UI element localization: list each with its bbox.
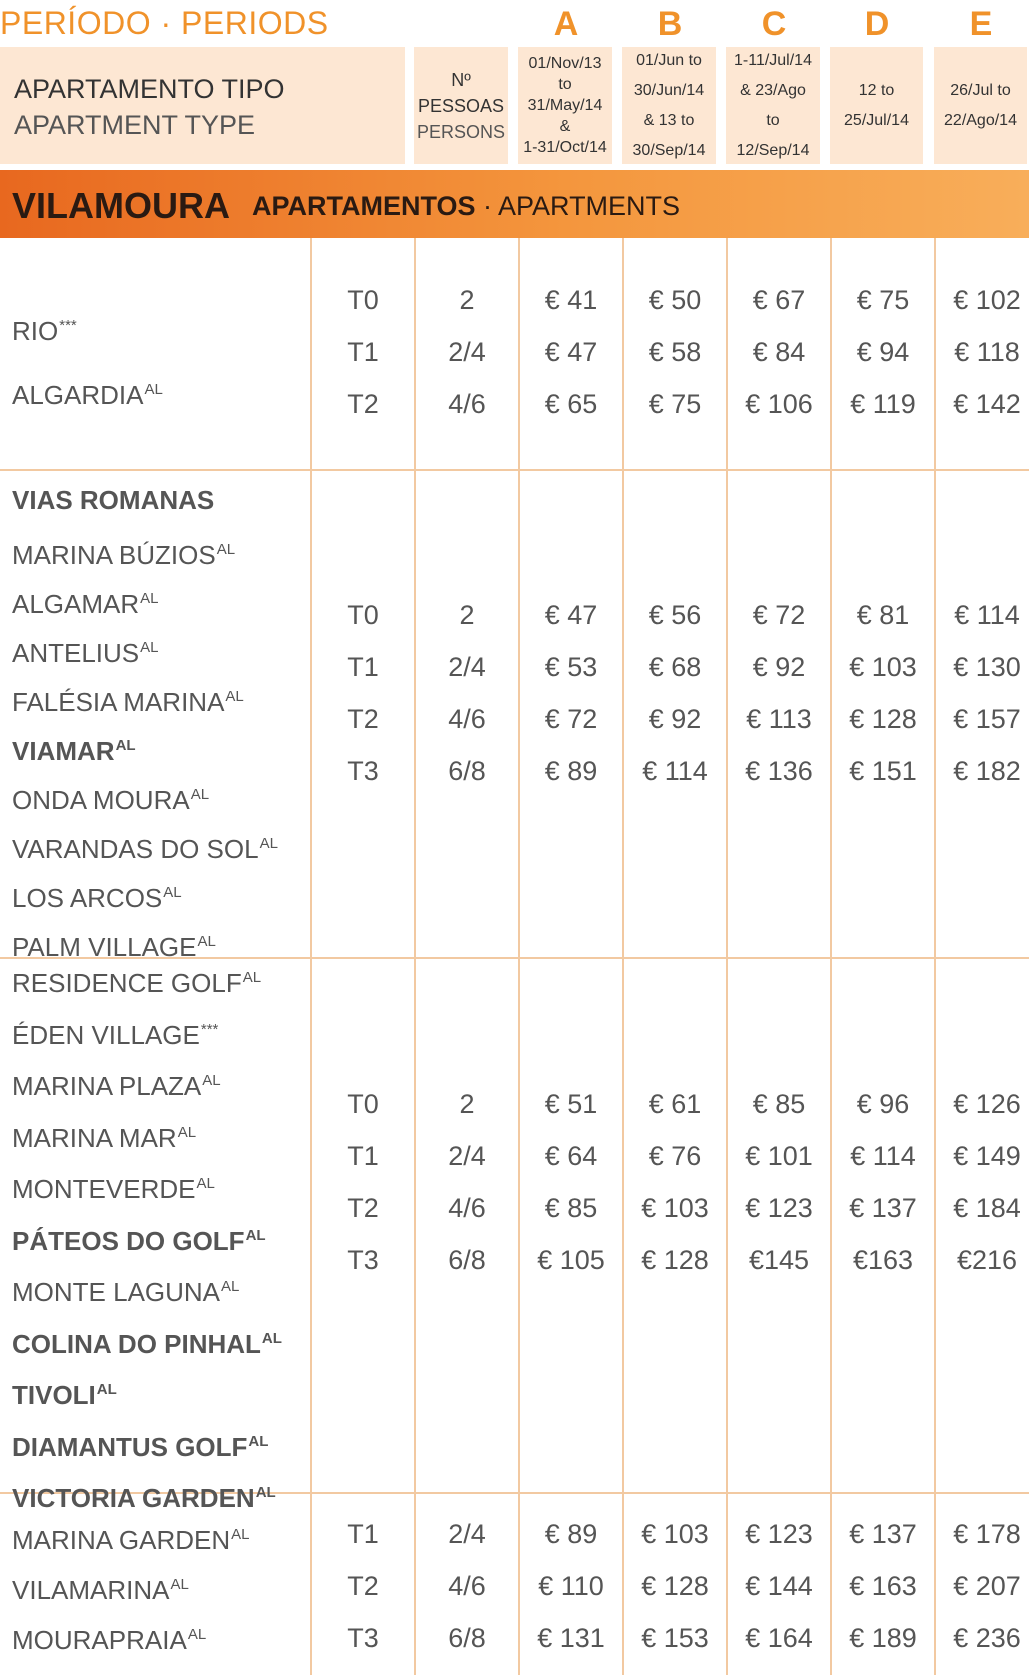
classification-mark: AL (140, 639, 159, 656)
apartment-name-text: MARINA MAR (12, 1122, 177, 1153)
classification-mark: AL (242, 969, 262, 986)
price-cell-period-e: € 207 (953, 1571, 1021, 1601)
region-label-sep: · (475, 191, 499, 221)
persons-cell: 6/8 (448, 756, 486, 786)
period-letter-d: D (864, 5, 890, 43)
price-row (0, 378, 1029, 430)
apartment-name-text: MONTEVERDE (12, 1174, 196, 1204)
apartment-name-text: VARANDAS DO SOL (12, 834, 259, 864)
price-cell-period-e: € 236 (953, 1623, 1021, 1653)
persons-cell: 2 (459, 600, 475, 630)
price-cell-period-e: € 130 (953, 652, 1021, 682)
price-row (0, 326, 1029, 378)
price-cell-period-b: € 114 (642, 756, 708, 786)
period-a-dates (518, 47, 612, 164)
period-e-date-line: 26/Jul to (950, 81, 1011, 99)
price-cell-period-c: €145 (748, 1245, 810, 1275)
period-c-date-line: & 23/Ago (740, 81, 806, 99)
price-cell-period-a: € 64 (544, 1141, 598, 1171)
persons-cell: 4/6 (448, 389, 486, 419)
apartment-name-text: ALGAMAR (12, 589, 140, 619)
price-cell-period-e: € 149 (953, 1141, 1021, 1171)
period-c-date-line: to (766, 111, 780, 129)
period-c-date-line: 12/Sep/14 (736, 141, 810, 159)
classification-mark: *** (200, 1020, 219, 1038)
price-cell-period-d: € 189 (849, 1623, 917, 1653)
price-cell-period-b: € 56 (648, 600, 702, 630)
period-a-date-line: 31/May/14 (527, 97, 603, 114)
persons-cell: 2/4 (448, 1141, 486, 1171)
price-cell-period-b: € 61 (648, 1089, 702, 1119)
persons-pt: PESSOAS (417, 95, 505, 116)
price-cell-period-a: € 41 (544, 285, 598, 315)
apartment-name-text: PALM VILLAGE (12, 932, 197, 962)
apartment-type-cell: T1 (347, 1141, 379, 1171)
price-grid-group-3 (0, 1078, 1029, 1286)
price-cell-period-c: € 136 (745, 756, 813, 786)
apartment-name-text: DIAMANTUS GOLF (12, 1431, 248, 1462)
price-grid-group-2 (0, 589, 1029, 797)
classification-mark: AL (255, 1484, 276, 1501)
period-c-date-line: 1-11/Jul/14 (734, 51, 812, 69)
apartment-name (12, 1004, 282, 1056)
persons-cell: 2/4 (448, 337, 486, 367)
classification-mark: AL (197, 933, 216, 950)
apartment-type-cell: T2 (347, 1193, 379, 1223)
classification-mark: AL (140, 590, 159, 607)
price-cell-period-e: € 178 (953, 1519, 1021, 1549)
price-row (0, 641, 1029, 693)
apartment-name-text: ÉDEN VILLAGE (12, 1019, 200, 1050)
classification-mark: AL (221, 1278, 240, 1295)
classification-mark: AL (144, 381, 163, 398)
apartment-name-text: ALGARDIA (12, 380, 144, 410)
price-cell-period-b: € 75 (648, 389, 702, 419)
price-grid-group-4 (0, 1508, 1029, 1664)
apartment-name-text: RIO (12, 316, 59, 346)
price-cell-period-e: € 126 (953, 1089, 1021, 1119)
region-subtitle (252, 170, 680, 242)
period-b-date-line: 30/Sep/14 (632, 141, 706, 159)
price-cell-period-a: € 105 (537, 1245, 605, 1275)
apartment-type-cell: T2 (347, 704, 379, 734)
price-cell-period-b: € 103 (641, 1193, 709, 1223)
classification-mark: AL (170, 1576, 189, 1593)
classification-mark: AL (245, 1226, 266, 1244)
price-cell-period-c: € 67 (752, 285, 806, 315)
price-cell-period-a: € 110 (538, 1571, 604, 1601)
price-row (0, 1612, 1029, 1664)
price-cell-period-b: € 128 (641, 1245, 709, 1275)
price-cell-period-b: € 50 (648, 285, 702, 315)
price-cell-period-a: € 89 (544, 1519, 598, 1549)
persons-cell: 2/4 (448, 652, 486, 682)
period-d-date-line: 25/Jul/14 (844, 111, 909, 129)
persons-cell: 4/6 (448, 1193, 486, 1223)
price-cell-period-a: € 89 (544, 756, 598, 786)
price-cell-period-d: € 137 (849, 1519, 917, 1549)
period-b-date-line: 30/Jun/14 (633, 81, 705, 99)
price-cell-period-d: € 137 (849, 1193, 917, 1223)
classification-mark: AL (261, 1329, 282, 1347)
classification-mark: AL (96, 1381, 117, 1398)
classification-mark: AL (190, 786, 210, 803)
period-letter-b: B (657, 5, 683, 43)
price-cell-period-a: € 65 (544, 389, 598, 419)
apartment-type-cell: T0 (347, 285, 379, 315)
price-cell-period-e: € 184 (953, 1193, 1021, 1223)
classification-mark: AL (225, 688, 244, 705)
classification-mark: AL (187, 1626, 207, 1643)
price-cell-period-e: € 142 (953, 389, 1021, 419)
apartment-type-cell: T0 (347, 600, 379, 630)
apartment-name-text: LOS ARCOS (12, 883, 163, 913)
persons-cell: 2 (459, 285, 475, 315)
price-cell-period-e: € 182 (953, 756, 1021, 786)
price-cell-period-c: € 84 (752, 337, 806, 367)
persons-cell: 6/8 (448, 1623, 486, 1653)
period-d-date-line: 12 to (858, 81, 895, 99)
price-cell-period-c: € 144 (745, 1571, 813, 1601)
price-row (0, 589, 1029, 641)
region-label-pt: APARTAMENTOS (252, 191, 476, 221)
classification-mark: AL (196, 1175, 215, 1192)
price-cell-period-c: € 106 (745, 389, 813, 419)
price-row (0, 1078, 1029, 1130)
persons-cell: 6/8 (448, 1245, 486, 1275)
period-b-dates (622, 47, 716, 164)
price-cell-period-c: € 123 (745, 1519, 813, 1549)
apartment-name-text: VIAS ROMANAS (12, 485, 215, 515)
price-cell-period-b: € 153 (641, 1623, 709, 1653)
apartment-name-text: PÁTEOS DO GOLF (12, 1225, 245, 1256)
price-cell-period-b: € 92 (648, 704, 702, 734)
period-b-date-line: 01/Jun to (636, 51, 702, 69)
apartment-name-text: VIAMAR (12, 736, 115, 766)
apartment-name-text: VICTORIA GARDEN (12, 1483, 255, 1513)
classification-mark: AL (177, 1123, 197, 1141)
period-a-date-line: & (559, 118, 571, 135)
price-cell-period-a: € 72 (544, 704, 598, 734)
persons-cell: 2/4 (448, 1519, 486, 1549)
price-cell-period-d: € 119 (850, 389, 916, 419)
price-row (0, 1130, 1029, 1182)
apartment-type-cell: T2 (347, 1571, 379, 1601)
apartment-name (12, 476, 278, 525)
apartment-type-cell: T1 (347, 337, 379, 367)
apartment-name-text: MARINA PLAZA (12, 1071, 202, 1101)
classification-mark: AL (202, 1072, 221, 1089)
region-band (0, 170, 1029, 238)
price-cell-period-a: € 47 (544, 337, 598, 367)
period-a-date-line: to (558, 76, 572, 93)
price-cell-period-a: € 131 (537, 1623, 605, 1653)
price-cell-period-d: € 151 (849, 756, 917, 786)
persons-en: PERSONS (416, 121, 506, 142)
price-cell-period-d: € 94 (856, 337, 910, 367)
price-cell-period-e: € 102 (953, 285, 1021, 315)
apartment-name-text: MARINA BÚZIOS (12, 540, 216, 570)
price-cell-period-e: €216 (956, 1245, 1018, 1275)
apartment-name-text: MONTE LAGUNA (12, 1277, 221, 1307)
apartment-name (12, 1416, 282, 1468)
apartment-type-cell: T2 (347, 389, 379, 419)
price-cell-period-d: € 75 (856, 285, 910, 315)
apartment-type-pt: APARTAMENTO TIPO (14, 74, 285, 104)
price-row (0, 745, 1029, 797)
region-name: VILAMOURA (12, 185, 230, 226)
apartment-name (12, 525, 278, 574)
apartment-name-text: MOURAPRAIA (12, 1625, 187, 1655)
apartment-name (12, 1364, 282, 1416)
price-row (0, 1234, 1029, 1286)
period-a-date-line: 01/Nov/13 (528, 55, 602, 72)
periods-title: PERÍODO · PERIODS (0, 5, 329, 41)
price-row (0, 693, 1029, 745)
apartment-name-text: FALÉSIA MARINA (12, 687, 225, 717)
price-cell-period-c: € 92 (752, 652, 806, 682)
apartment-type-cell: T3 (347, 1623, 379, 1653)
price-cell-period-b: € 128 (641, 1571, 709, 1601)
persons-header (414, 47, 508, 164)
classification-mark: AL (115, 737, 136, 754)
price-cell-period-c: € 164 (745, 1623, 813, 1653)
price-cell-period-c: € 123 (745, 1193, 813, 1223)
period-b-date-line: & 13 to (643, 111, 695, 129)
price-cell-period-a: € 53 (544, 652, 598, 682)
period-d-dates (830, 47, 923, 164)
classification-mark: *** (59, 317, 77, 334)
persons-cell: 4/6 (448, 704, 486, 734)
price-cell-period-d: €163 (852, 1245, 914, 1275)
apartment-name (12, 1313, 282, 1365)
apartment-name (12, 952, 282, 1004)
price-cell-period-d: € 163 (849, 1571, 917, 1601)
price-cell-period-d: € 128 (849, 704, 917, 734)
apartment-name-text: ONDA MOURA (12, 785, 190, 815)
apartment-type-cell: T3 (347, 1245, 379, 1275)
group-divider (0, 469, 1029, 471)
apartment-type-cell: T0 (347, 1089, 379, 1119)
apartment-name-text: RESIDENCE GOLF (12, 968, 242, 998)
price-cell-period-d: € 81 (856, 600, 910, 630)
apartment-type-en: APARTMENT TYPE (14, 110, 256, 140)
apartment-name (12, 819, 278, 868)
price-row (0, 1182, 1029, 1234)
price-grid-group-1 (0, 274, 1029, 430)
price-cell-period-b: € 58 (648, 337, 702, 367)
price-row (0, 274, 1029, 326)
persons-no: Nº (451, 69, 471, 90)
period-letter-a: A (553, 5, 579, 43)
price-cell-period-d: € 103 (849, 652, 917, 682)
price-cell-period-c: € 72 (752, 600, 806, 630)
period-letter-c: C (761, 5, 787, 43)
persons-cell: 4/6 (448, 1571, 486, 1601)
period-letter-e: E (969, 5, 993, 43)
price-cell-period-e: € 114 (954, 600, 1020, 630)
classification-mark: AL (259, 835, 278, 852)
price-row (0, 1508, 1029, 1560)
price-cell-period-a: € 51 (544, 1089, 598, 1119)
price-cell-period-b: € 76 (648, 1141, 702, 1171)
apartment-type-cell: T1 (347, 652, 379, 682)
price-cell-period-c: € 101 (745, 1141, 813, 1171)
price-cell-period-b: € 68 (648, 652, 702, 682)
apartment-type-cell: T3 (347, 756, 379, 786)
apartment-name-text: VILAMARINA (12, 1575, 170, 1605)
apartment-name-text: TIVOLI (12, 1380, 96, 1410)
period-e-date-line: 22/Ago/14 (944, 111, 1017, 129)
price-cell-period-e: € 157 (953, 704, 1021, 734)
price-cell-period-c: € 85 (752, 1089, 806, 1119)
period-a-date-line: 1-31/Oct/14 (523, 139, 607, 156)
price-row (0, 1560, 1029, 1612)
apartment-name (12, 868, 278, 917)
apartment-name-text: COLINA DO PINHAL (12, 1328, 261, 1359)
price-cell-period-a: € 85 (544, 1193, 598, 1223)
classification-mark: AL (163, 884, 182, 901)
apartment-name-text: MARINA GARDEN (12, 1525, 231, 1555)
classification-mark: AL (248, 1432, 269, 1450)
price-cell-period-d: € 114 (850, 1141, 916, 1171)
persons-cell: 2 (459, 1089, 475, 1119)
price-cell-period-d: € 96 (856, 1089, 910, 1119)
period-c-dates (726, 47, 820, 164)
classification-mark: AL (231, 1526, 250, 1543)
price-cell-period-b: € 103 (641, 1519, 709, 1549)
classification-mark: AL (216, 541, 236, 558)
apartment-type-header (0, 47, 405, 164)
apartment-name-text: ANTELIUS (12, 638, 140, 668)
region-label-en: APARTMENTS (498, 191, 681, 221)
price-cell-period-c: € 113 (746, 704, 812, 734)
price-cell-period-e: € 118 (954, 337, 1020, 367)
price-cell-period-a: € 47 (544, 600, 598, 630)
apartment-type-cell: T1 (347, 1519, 379, 1549)
period-e-dates (934, 47, 1027, 164)
